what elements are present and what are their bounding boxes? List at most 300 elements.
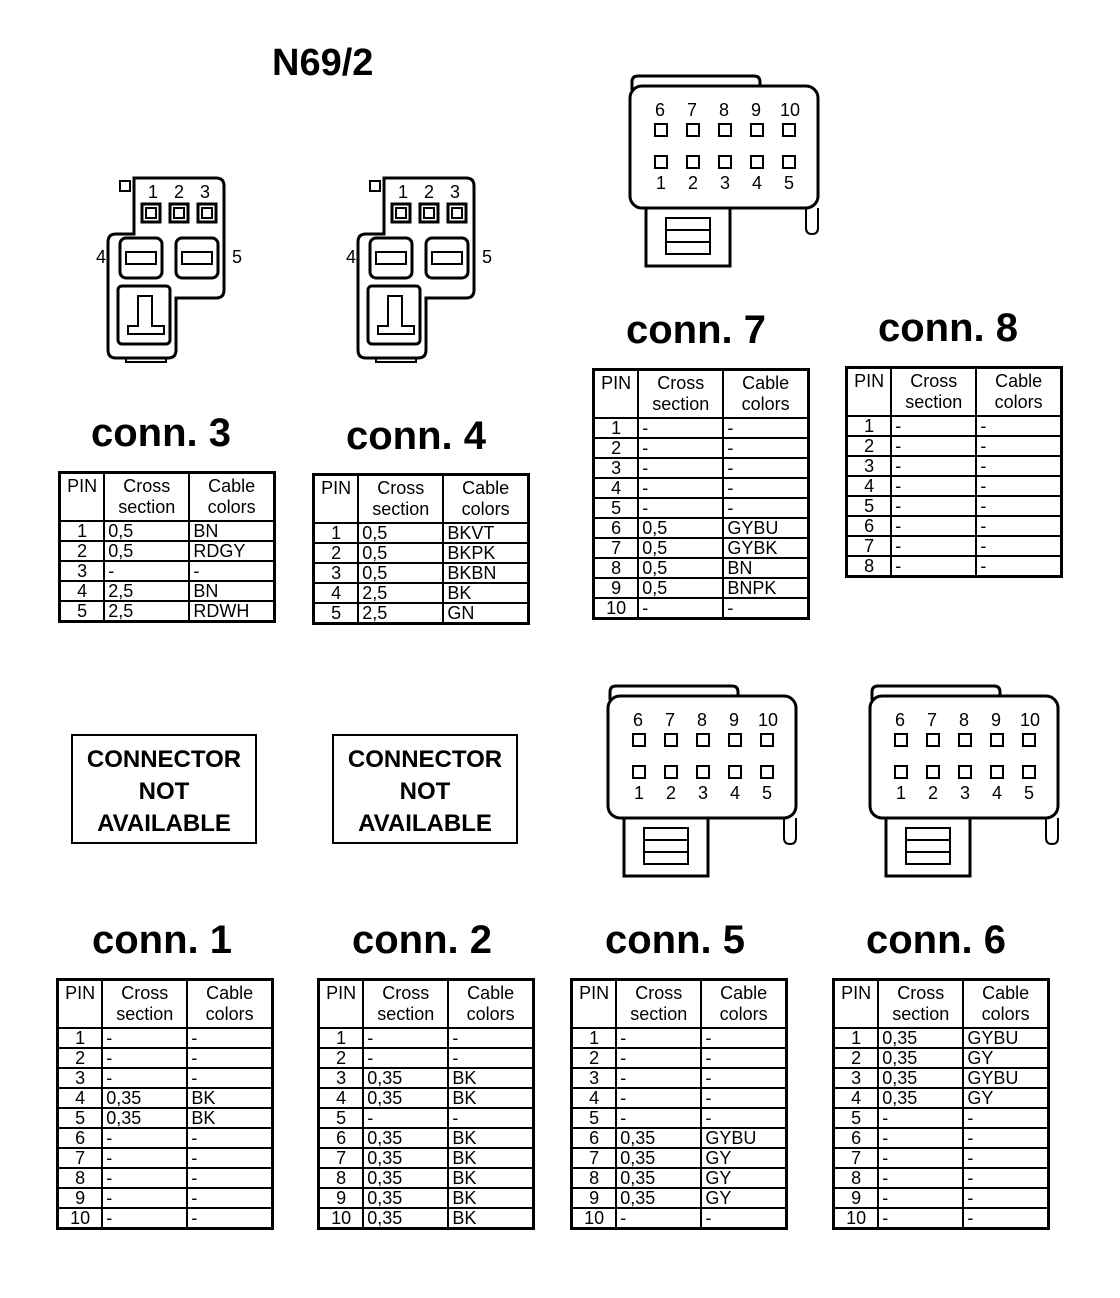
pin-header <box>594 370 639 419</box>
cross-section-cell: - <box>891 516 976 536</box>
cable-color-cell: BKPK <box>443 543 528 563</box>
conn-8-pin-table <box>845 366 1063 578</box>
table-row <box>847 556 1062 577</box>
cross-section-cell: - <box>102 1208 187 1229</box>
cable-color-cell: - <box>187 1128 272 1148</box>
cross-section-cell: - <box>878 1188 963 1208</box>
cable-color-cell: - <box>448 1028 533 1048</box>
cross-section-header <box>638 370 723 419</box>
conn-5-pin-table <box>570 978 788 1230</box>
cross-section-cell: 0,35 <box>878 1028 963 1048</box>
table-row <box>314 603 529 624</box>
pin-label-1: 1 <box>634 783 645 803</box>
cable-color-cell: BK <box>448 1068 533 1088</box>
cross-section-header <box>891 368 976 417</box>
cross-section-header-text: Cross <box>897 983 945 1003</box>
connector-4-drawing <box>346 170 506 370</box>
table-row <box>319 1168 534 1188</box>
pin-cell: 5 <box>58 1108 103 1128</box>
table-row <box>58 1108 273 1128</box>
pin-cell: 7 <box>319 1148 364 1168</box>
pin-label-9: 9 <box>751 100 762 120</box>
cross-section-cell: - <box>616 1068 701 1088</box>
pin-cell: 10 <box>58 1208 103 1229</box>
cable-colors-header-text: colors <box>981 1004 1030 1024</box>
cross-section-cell: 0,5 <box>358 543 443 563</box>
cable-color-cell: - <box>963 1168 1048 1188</box>
table-row <box>594 538 809 558</box>
pin-cell: 2 <box>572 1048 617 1068</box>
cable-color-cell: - <box>723 418 808 438</box>
pin-cell: 3 <box>594 458 639 478</box>
pin-label-8: 8 <box>959 710 970 730</box>
cable-color-cell: BK <box>443 583 528 603</box>
cable-color-cell: - <box>701 1068 786 1088</box>
table-row <box>572 1108 787 1128</box>
pin-cell: 3 <box>314 563 359 583</box>
pin-cell: 9 <box>834 1188 879 1208</box>
cross-section-header-text: Cross <box>377 478 425 498</box>
cross-section-cell: - <box>104 561 189 581</box>
table-row <box>834 1208 1049 1229</box>
cross-section-cell: 0,35 <box>363 1188 448 1208</box>
cable-color-cell: - <box>976 476 1061 496</box>
cable-color-cell: BKBN <box>443 563 528 583</box>
table-row <box>60 521 275 541</box>
table-row <box>834 1028 1049 1048</box>
pin-cell: 4 <box>834 1088 879 1108</box>
cross-section-cell: 0,35 <box>616 1168 701 1188</box>
cross-section-header-text: Cross <box>123 476 171 496</box>
cable-color-cell: GY <box>963 1088 1048 1108</box>
pin-cell: 2 <box>594 438 639 458</box>
cable-color-cell: - <box>976 436 1061 456</box>
cable-color-cell: - <box>963 1208 1048 1229</box>
table-row <box>58 1068 273 1088</box>
cross-section-header-text: Cross <box>635 983 683 1003</box>
pin-cell: 5 <box>60 601 105 622</box>
cross-section-cell: 0,35 <box>363 1128 448 1148</box>
cable-color-cell: - <box>187 1208 272 1229</box>
pin-cell: 7 <box>58 1148 103 1168</box>
pin-cell: 9 <box>572 1188 617 1208</box>
conn-3-pin-table <box>58 471 276 623</box>
table-row <box>594 438 809 458</box>
cable-color-cell: GYBK <box>723 538 808 558</box>
pin-cell: 2 <box>314 543 359 563</box>
pin-cell: 5 <box>319 1108 364 1128</box>
cross-section-header-text: section <box>652 394 710 414</box>
not-available-line-1: CONNECTOR <box>347 746 503 773</box>
cross-section-cell: - <box>363 1028 448 1048</box>
table-row <box>847 416 1062 436</box>
cable-color-cell: - <box>963 1128 1048 1148</box>
cross-section-cell: - <box>102 1168 187 1188</box>
cross-section-cell: - <box>878 1108 963 1128</box>
cable-colors-header <box>723 370 808 419</box>
cross-section-cell: - <box>891 436 976 456</box>
cross-section-cell: 0,5 <box>104 541 189 561</box>
pin-label-6: 6 <box>633 710 644 730</box>
table-row <box>319 1188 534 1208</box>
pin-label-5: 5 <box>1024 783 1035 803</box>
pin-cell: 8 <box>847 556 892 577</box>
table-row <box>834 1068 1049 1088</box>
pin-header-text: PIN <box>65 983 96 1003</box>
cross-section-cell: - <box>638 418 723 438</box>
cable-colors-header-text: Cable <box>720 983 768 1003</box>
cross-section-header-text: Cross <box>382 983 430 1003</box>
pin-label-2: 2 <box>928 783 939 803</box>
conn-2-pin-table <box>317 978 535 1230</box>
table-row <box>314 563 529 583</box>
table-row <box>60 561 275 581</box>
table-row <box>572 1148 787 1168</box>
pin-cell: 3 <box>58 1068 103 1088</box>
pin-cell: 6 <box>847 516 892 536</box>
cable-color-cell: BN <box>189 521 274 541</box>
pin-header-text: PIN <box>601 373 632 393</box>
cross-section-cell: 2,5 <box>358 583 443 603</box>
pin-cell: 5 <box>834 1108 879 1128</box>
cross-section-cell: - <box>102 1188 187 1208</box>
cable-color-cell: BK <box>187 1108 272 1128</box>
cable-color-cell: - <box>448 1108 533 1128</box>
pin-cell: 5 <box>847 496 892 516</box>
cross-section-cell: 2,5 <box>104 581 189 601</box>
pin-label-2: 2 <box>666 783 677 803</box>
table-row <box>314 543 529 563</box>
table-row <box>319 1208 534 1229</box>
table-row <box>319 1048 534 1068</box>
pin-cell: 3 <box>834 1068 879 1088</box>
conn-1-title: conn. 1 <box>91 918 233 962</box>
pin-label-7: 7 <box>927 710 938 730</box>
pin-label-7: 7 <box>665 710 676 730</box>
pin-cell: 1 <box>58 1028 103 1048</box>
cable-color-cell: - <box>976 416 1061 436</box>
pin-header <box>60 473 105 522</box>
table-row <box>594 478 809 498</box>
cable-color-cell: GYBU <box>701 1128 786 1148</box>
pin-label-3: 3 <box>720 173 731 193</box>
table-row <box>834 1168 1049 1188</box>
cross-section-header <box>363 980 448 1029</box>
cross-section-cell: 0,35 <box>878 1088 963 1108</box>
cable-colors-header-text: Cable <box>982 983 1030 1003</box>
cross-section-cell: - <box>363 1108 448 1128</box>
table-row <box>572 1068 787 1088</box>
cable-color-cell: - <box>723 438 808 458</box>
table-row <box>314 523 529 543</box>
pin-label-5: 5 <box>762 783 773 803</box>
connector-5-drawing <box>600 682 810 882</box>
pin-header-text: PIN <box>321 478 352 498</box>
pin-label-7: 7 <box>687 100 698 120</box>
conn-3-title: conn. 3 <box>90 411 232 455</box>
cable-color-cell: - <box>963 1108 1048 1128</box>
pin-cell: 1 <box>834 1028 879 1048</box>
pin-label-3: 3 <box>960 783 971 803</box>
cross-section-cell: 2,5 <box>358 603 443 624</box>
pin-label-2: 2 <box>174 182 185 202</box>
table-row <box>58 1188 273 1208</box>
cross-section-cell: - <box>616 1028 701 1048</box>
pin-cell: 3 <box>572 1068 617 1088</box>
pin-cell: 1 <box>314 523 359 543</box>
cable-color-cell: BK <box>448 1168 533 1188</box>
cross-section-cell: 0,5 <box>104 521 189 541</box>
pin-header <box>834 980 879 1029</box>
cable-color-cell: - <box>701 1028 786 1048</box>
cable-color-cell: - <box>448 1048 533 1068</box>
table-row <box>60 581 275 601</box>
pin-cell: 10 <box>834 1208 879 1229</box>
pin-cell: 1 <box>594 418 639 438</box>
table-header-row <box>319 980 534 1029</box>
pin-cell: 2 <box>847 436 892 456</box>
cross-section-cell: - <box>891 496 976 516</box>
cable-color-cell: BK <box>448 1208 533 1229</box>
cross-section-cell: 0,35 <box>616 1128 701 1148</box>
table-row <box>572 1088 787 1108</box>
pin-label-10: 10 <box>1020 710 1041 730</box>
conn-2-title: conn. 2 <box>351 918 493 962</box>
cross-section-cell: 0,5 <box>358 523 443 543</box>
pin-cell: 9 <box>319 1188 364 1208</box>
cable-color-cell: - <box>187 1188 272 1208</box>
pin-cell: 2 <box>319 1048 364 1068</box>
cross-section-header-text: section <box>892 1004 950 1024</box>
table-row <box>319 1028 534 1048</box>
pin-cell: 3 <box>60 561 105 581</box>
cross-section-header <box>616 980 701 1029</box>
pin-cell: 7 <box>847 536 892 556</box>
pin-cell: 4 <box>847 476 892 496</box>
pin-label-4: 4 <box>96 247 107 267</box>
not-available-line-1: CONNECTOR <box>86 746 242 773</box>
cross-section-cell: - <box>891 556 976 577</box>
conn-1-pin-table <box>56 978 274 1230</box>
cable-colors-header <box>187 980 272 1029</box>
connector-1-not-available <box>71 734 257 844</box>
cable-color-cell: - <box>187 1068 272 1088</box>
table-row <box>847 476 1062 496</box>
not-available-line-3: AVAILABLE <box>358 810 492 837</box>
cross-section-cell: - <box>878 1168 963 1188</box>
table-row <box>594 578 809 598</box>
cross-section-cell: - <box>638 498 723 518</box>
cable-colors-header-text: Cable <box>467 983 515 1003</box>
pin-cell: 1 <box>60 521 105 541</box>
cross-section-cell: - <box>616 1108 701 1128</box>
table-row <box>319 1148 534 1168</box>
pin-cell: 1 <box>319 1028 364 1048</box>
cable-color-cell: - <box>976 456 1061 476</box>
table-row <box>834 1048 1049 1068</box>
pin-label-1: 1 <box>896 783 907 803</box>
pin-label-5: 5 <box>784 173 795 193</box>
cable-colors-header-text: colors <box>994 392 1043 412</box>
pin-label-6: 6 <box>895 710 906 730</box>
cable-color-cell: - <box>976 536 1061 556</box>
cable-color-cell: - <box>701 1208 786 1229</box>
pin-label-3: 3 <box>200 182 211 202</box>
cross-section-header <box>878 980 963 1029</box>
pin-cell: 4 <box>319 1088 364 1108</box>
pin-cell: 1 <box>847 416 892 436</box>
cross-section-cell: - <box>102 1128 187 1148</box>
table-header-row <box>594 370 809 419</box>
pin-header-text: PIN <box>67 476 98 496</box>
cable-color-cell: BK <box>448 1128 533 1148</box>
cross-section-cell: - <box>891 536 976 556</box>
table-row <box>60 541 275 561</box>
cross-section-cell: - <box>102 1068 187 1088</box>
pin-cell: 5 <box>314 603 359 624</box>
cross-section-cell: 0,5 <box>358 563 443 583</box>
pin-cell: 4 <box>58 1088 103 1108</box>
cable-colors-header <box>963 980 1048 1029</box>
cable-color-cell: - <box>723 478 808 498</box>
cable-color-cell: GY <box>701 1148 786 1168</box>
table-row <box>847 436 1062 456</box>
table-row <box>572 1128 787 1148</box>
pin-header-text: PIN <box>854 371 885 391</box>
cable-color-cell: - <box>701 1108 786 1128</box>
pin-cell: 5 <box>594 498 639 518</box>
conn-4-pin-table <box>312 473 530 625</box>
cross-section-header-text: Cross <box>910 371 958 391</box>
table-header-row <box>58 980 273 1029</box>
cross-section-cell: 0,35 <box>616 1188 701 1208</box>
cable-color-cell: - <box>701 1088 786 1108</box>
cable-colors-header-text: colors <box>741 394 790 414</box>
cable-colors-header-text: Cable <box>208 476 256 496</box>
pin-cell: 2 <box>58 1048 103 1068</box>
cross-section-cell: 0,5 <box>638 578 723 598</box>
table-row <box>594 558 809 578</box>
pin-label-3: 3 <box>698 783 709 803</box>
cable-color-cell: GYBU <box>963 1068 1048 1088</box>
cable-color-cell: BN <box>723 558 808 578</box>
table-row <box>594 598 809 619</box>
table-row <box>834 1148 1049 1168</box>
cross-section-cell: 0,35 <box>363 1088 448 1108</box>
cable-color-cell: GY <box>701 1168 786 1188</box>
cross-section-cell: - <box>891 476 976 496</box>
table-row <box>58 1028 273 1048</box>
pin-header-text: PIN <box>579 983 610 1003</box>
not-available-line-3: AVAILABLE <box>97 810 231 837</box>
pin-label-3: 3 <box>450 182 461 202</box>
cable-color-cell: GYBU <box>963 1028 1048 1048</box>
cable-color-cell: - <box>963 1188 1048 1208</box>
cross-section-header-text: Cross <box>121 983 169 1003</box>
not-available-line-2: NOT <box>138 778 190 805</box>
cross-section-header-text: section <box>372 499 430 519</box>
cross-section-cell: 0,35 <box>363 1208 448 1229</box>
pin-header-text: PIN <box>326 983 357 1003</box>
pin-cell: 4 <box>60 581 105 601</box>
cross-section-cell: 0,35 <box>363 1148 448 1168</box>
pin-cell: 5 <box>572 1108 617 1128</box>
cross-section-cell: 0,35 <box>878 1068 963 1088</box>
cross-section-header-text: section <box>377 1004 435 1024</box>
cable-color-cell: - <box>723 498 808 518</box>
pin-header <box>58 980 103 1029</box>
cable-colors-header <box>701 980 786 1029</box>
cable-colors-header <box>443 475 528 524</box>
conn-8-title: conn. 8 <box>877 306 1019 350</box>
pin-cell: 9 <box>58 1188 103 1208</box>
pin-cell: 7 <box>594 538 639 558</box>
pin-label-10: 10 <box>758 710 779 730</box>
table-row <box>834 1188 1049 1208</box>
cross-section-header-text: section <box>630 1004 688 1024</box>
cross-section-cell: - <box>638 598 723 619</box>
pin-cell: 6 <box>834 1128 879 1148</box>
pin-cell: 2 <box>834 1048 879 1068</box>
cable-colors-header-text: colors <box>205 1004 254 1024</box>
table-header-row <box>847 368 1062 417</box>
cable-color-cell: BK <box>448 1148 533 1168</box>
conn-6-title: conn. 6 <box>865 918 1007 962</box>
pin-label-1: 1 <box>148 182 159 202</box>
table-row <box>319 1068 534 1088</box>
table-row <box>319 1088 534 1108</box>
table-row <box>847 516 1062 536</box>
pin-label-4: 4 <box>730 783 741 803</box>
table-row <box>834 1128 1049 1148</box>
cross-section-header-text: Cross <box>657 373 705 393</box>
cross-section-cell: - <box>102 1148 187 1168</box>
cross-section-header-text: section <box>118 497 176 517</box>
table-row <box>58 1128 273 1148</box>
table-row <box>847 536 1062 556</box>
cable-colors-header-text: colors <box>207 497 256 517</box>
cable-color-cell: BNPK <box>723 578 808 598</box>
cross-section-cell: - <box>616 1048 701 1068</box>
cable-color-cell: - <box>976 496 1061 516</box>
table-header-row <box>60 473 275 522</box>
pin-cell: 8 <box>58 1168 103 1188</box>
pin-label-1: 1 <box>656 173 667 193</box>
cable-colors-header-text: Cable <box>742 373 790 393</box>
cross-section-header <box>104 473 189 522</box>
table-row <box>60 601 275 622</box>
pin-header <box>572 980 617 1029</box>
pin-label-6: 6 <box>655 100 666 120</box>
cable-color-cell: BK <box>448 1088 533 1108</box>
cable-color-cell: - <box>187 1028 272 1048</box>
table-row <box>572 1048 787 1068</box>
table-row <box>594 498 809 518</box>
cable-color-cell: RDGY <box>189 541 274 561</box>
pin-label-5: 5 <box>482 247 493 267</box>
cross-section-cell: 0,35 <box>102 1088 187 1108</box>
cable-color-cell: BN <box>189 581 274 601</box>
cable-color-cell: GY <box>701 1188 786 1208</box>
pin-cell: 1 <box>572 1028 617 1048</box>
connector-2-not-available <box>332 734 518 844</box>
cable-color-cell: - <box>963 1148 1048 1168</box>
cross-section-cell: - <box>102 1028 187 1048</box>
conn-6-pin-table <box>832 978 1050 1230</box>
table-row <box>572 1028 787 1048</box>
cable-color-cell: BK <box>187 1088 272 1108</box>
table-row <box>58 1088 273 1108</box>
